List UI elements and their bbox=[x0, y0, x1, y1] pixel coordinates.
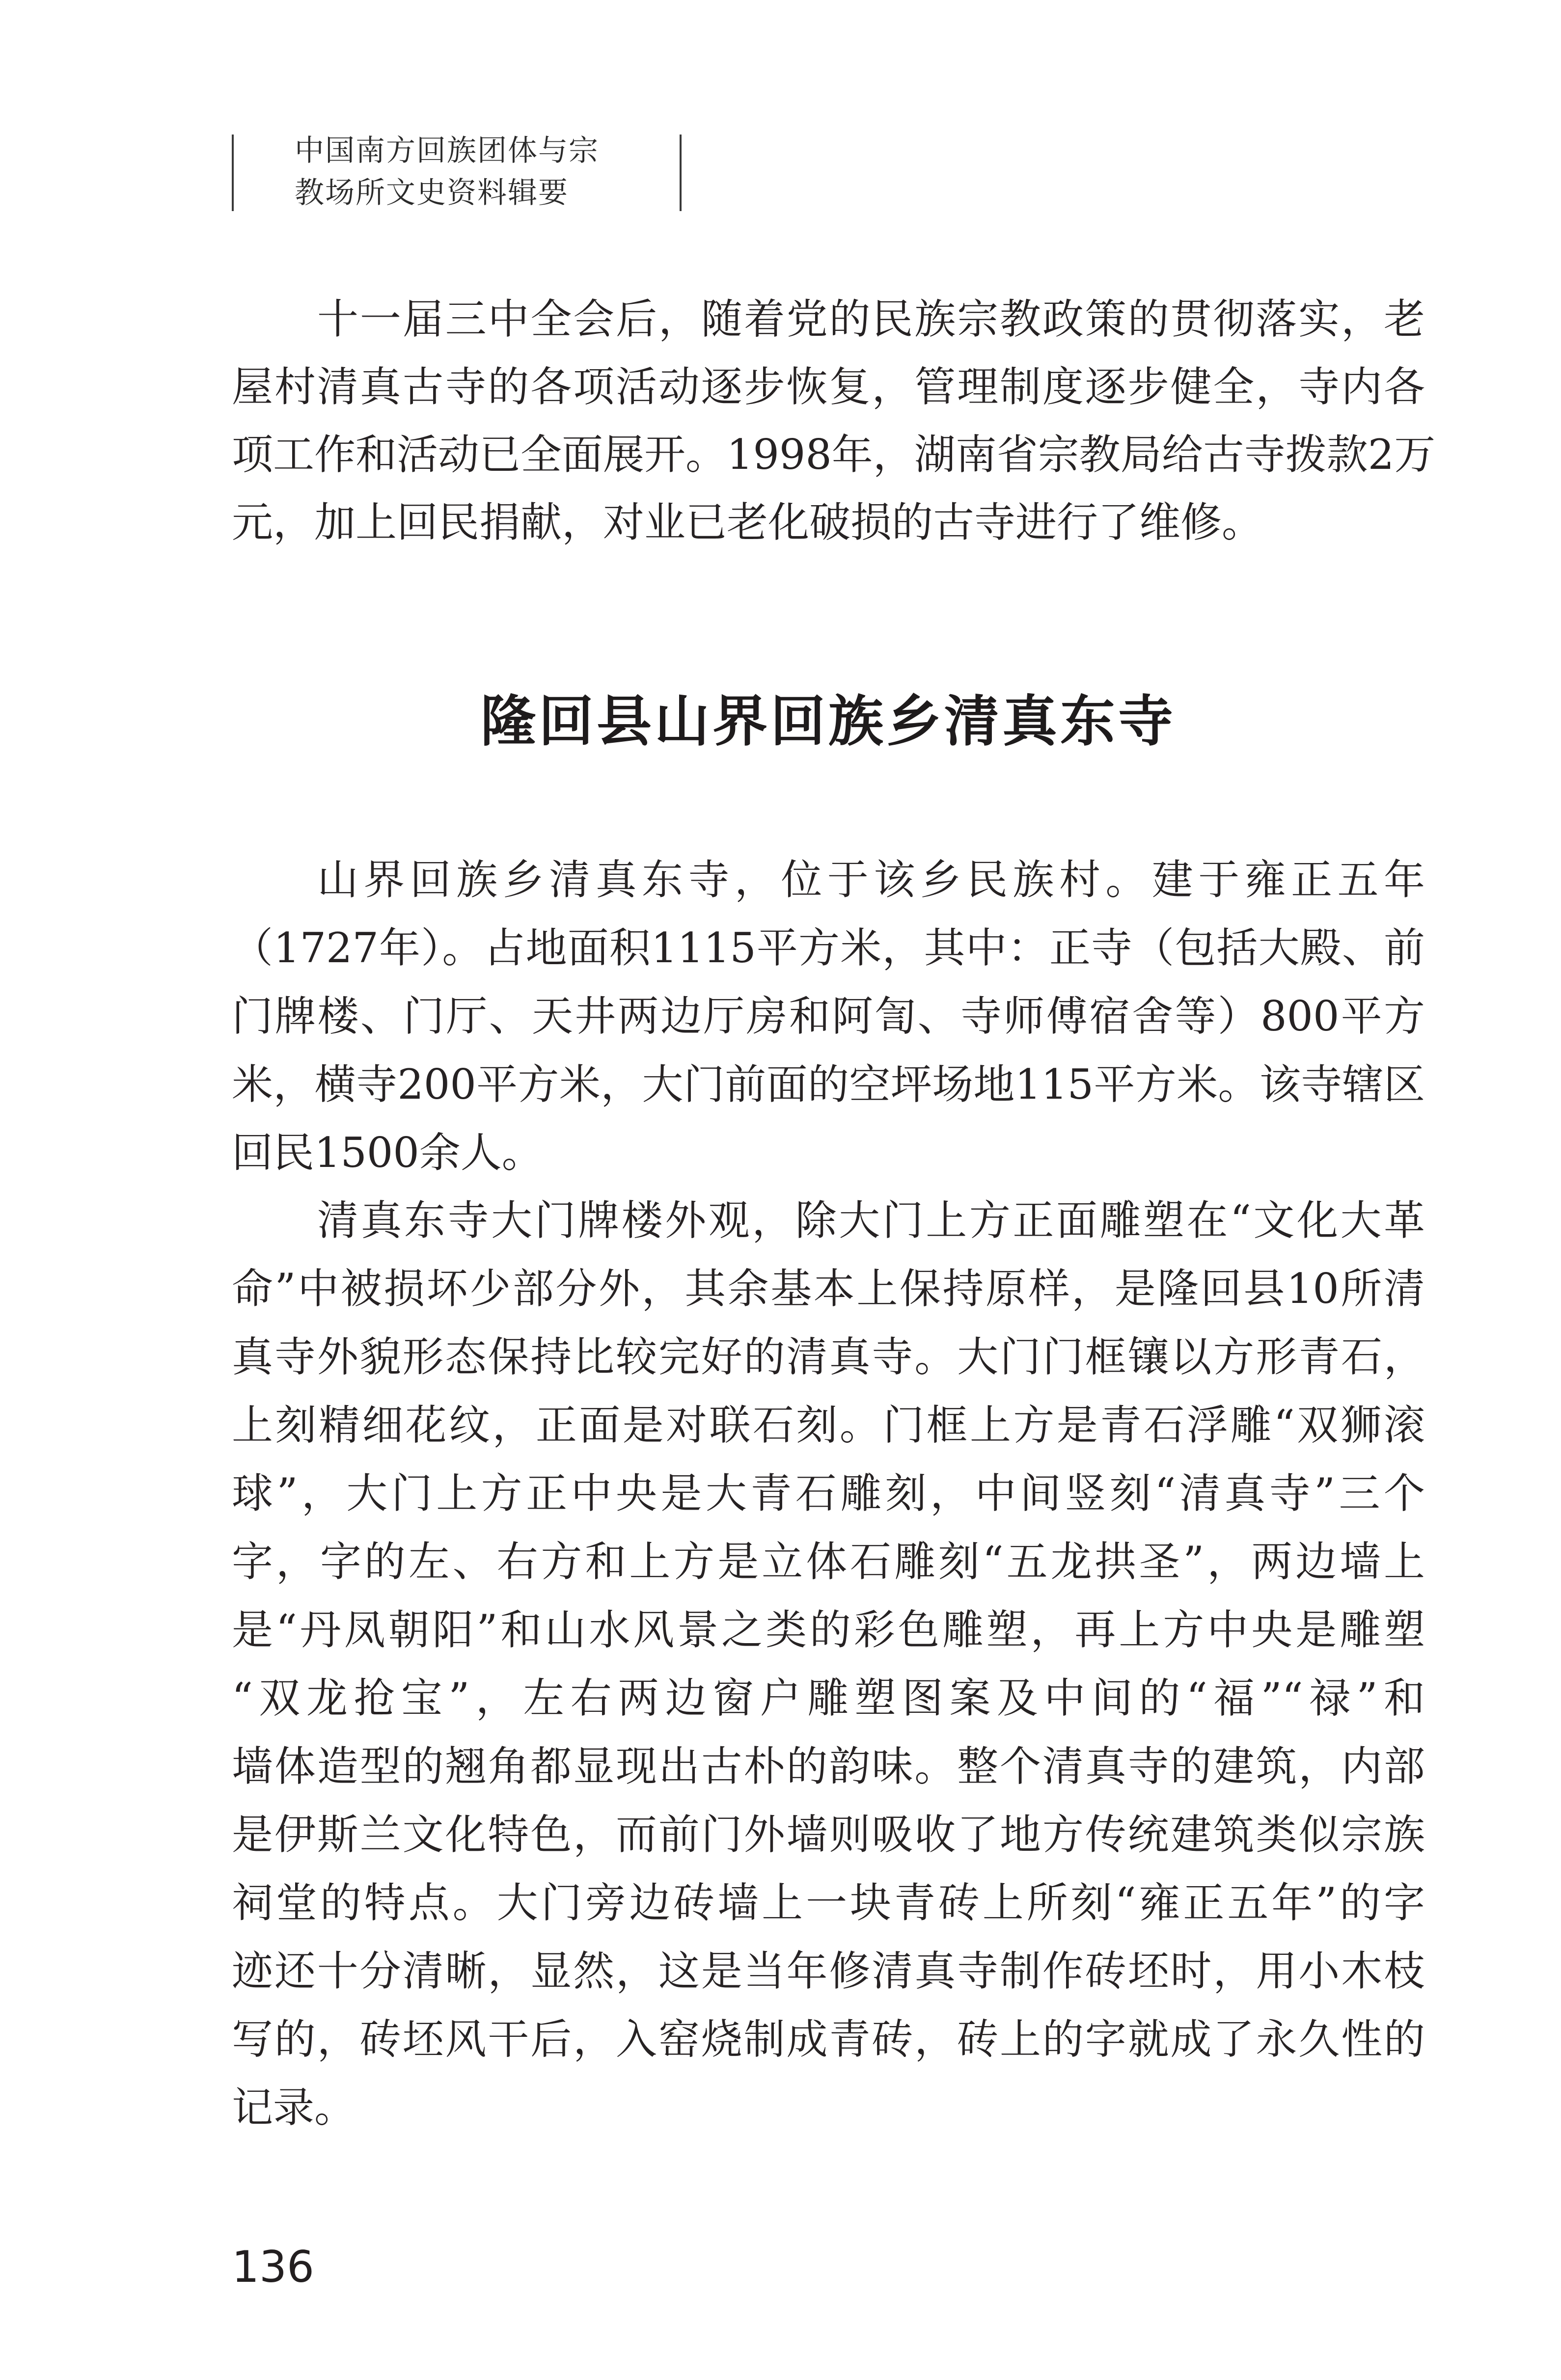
paragraph-2-line: 墙体造型的翘角都显现出古朴的韵味。整个清真寺的建筑，内部 bbox=[232, 1742, 1425, 1790]
paragraph-2-line: 上刻精细花纹，正面是对联石刻。门框上方是青石浮雕“双狮滚 bbox=[232, 1401, 1425, 1449]
paragraph-2-line: 字，字的左、右方和上方是立体石雕刻“五龙拱圣”，两边墙上 bbox=[232, 1538, 1425, 1586]
paragraph-2-line: “双龙抢宝”，左右两边窗户雕塑图案及中间的“福”“禄”和 bbox=[232, 1674, 1425, 1722]
paragraph-2-line: 真寺外貌形态保持比较完好的清真寺。大门门框镶以方形青石， bbox=[232, 1333, 1425, 1381]
paragraph-1-line: 山界回族乡清真东寺，位于该乡民族村。建于雍正五年 bbox=[317, 856, 1425, 904]
paragraph-2-line: 迹还十分清晰，显然，这是当年修清真寺制作砖坯时，用小木枝 bbox=[232, 1947, 1425, 1995]
paragraph-2-line: 命”中被损坏少部分外，其余基本上保持原样，是隆回县10所清 bbox=[232, 1265, 1425, 1313]
intro-paragraph-line: 十一届三中全会后，随着党的民族宗教政策的贯彻落实，老 bbox=[317, 295, 1425, 343]
running-head-right-rule bbox=[680, 135, 682, 211]
paragraph-2-line: 是“丹凤朝阳”和山水风景之类的彩色雕塑，再上方中央是雕塑 bbox=[232, 1606, 1425, 1654]
page-number: 136 bbox=[232, 2242, 314, 2292]
paragraph-2-line: 写的，砖坯风干后，入窑烧制成青砖，砖上的字就成了永久性的 bbox=[232, 2015, 1425, 2063]
paragraph-2-line: 记录。 bbox=[232, 2083, 356, 2132]
running-head-left-rule bbox=[232, 135, 234, 211]
intro-paragraph-line: 项工作和活动已全面展开。1998年，湖南省宗教局给古寺拨款2万 bbox=[232, 431, 1436, 479]
running-head-line-1: 中国南方回族团体与宗 bbox=[295, 134, 599, 168]
paragraph-1-line: 门牌楼、门厅、天井两边厅房和阿訇、寺师傅宿舍等）800平方 bbox=[232, 992, 1425, 1040]
paragraph-2-line: 球”，大门上方正中央是大青石雕刻，中间竖刻“清真寺”三个 bbox=[232, 1469, 1425, 1517]
section-title: 隆回县山界回族乡清真东寺 bbox=[481, 690, 1176, 754]
paragraph-2-line: 是伊斯兰文化特色，而前门外墙则吸收了地方传统建筑类似宗族 bbox=[232, 1811, 1425, 1859]
running-head-line-2: 教场所文史资料辑要 bbox=[295, 176, 569, 210]
paragraph-2-line: 祠堂的特点。大门旁边砖墙上一块青砖上所刻“雍正五年”的字 bbox=[232, 1879, 1425, 1927]
intro-paragraph-line: 屋村清真古寺的各项活动逐步恢复，管理制度逐步健全，寺内各 bbox=[232, 363, 1425, 411]
paragraph-2-line: 清真东寺大门牌楼外观，除大门上方正面雕塑在“文化大革 bbox=[317, 1196, 1425, 1244]
intro-paragraph-line: 元，加上回民捐献，对业已老化破损的古寺进行了维修。 bbox=[232, 498, 1263, 546]
running-head bbox=[232, 132, 684, 215]
paragraph-1-line: 米，横寺200平方米，大门前面的空坪场地115平方米。该寺辖区 bbox=[232, 1060, 1425, 1109]
paragraph-1-line: 回民1500余人。 bbox=[232, 1129, 543, 1177]
paragraph-1-line: （1727年）。占地面积1115平方米，其中：正寺（包括大殿、前 bbox=[232, 924, 1425, 972]
